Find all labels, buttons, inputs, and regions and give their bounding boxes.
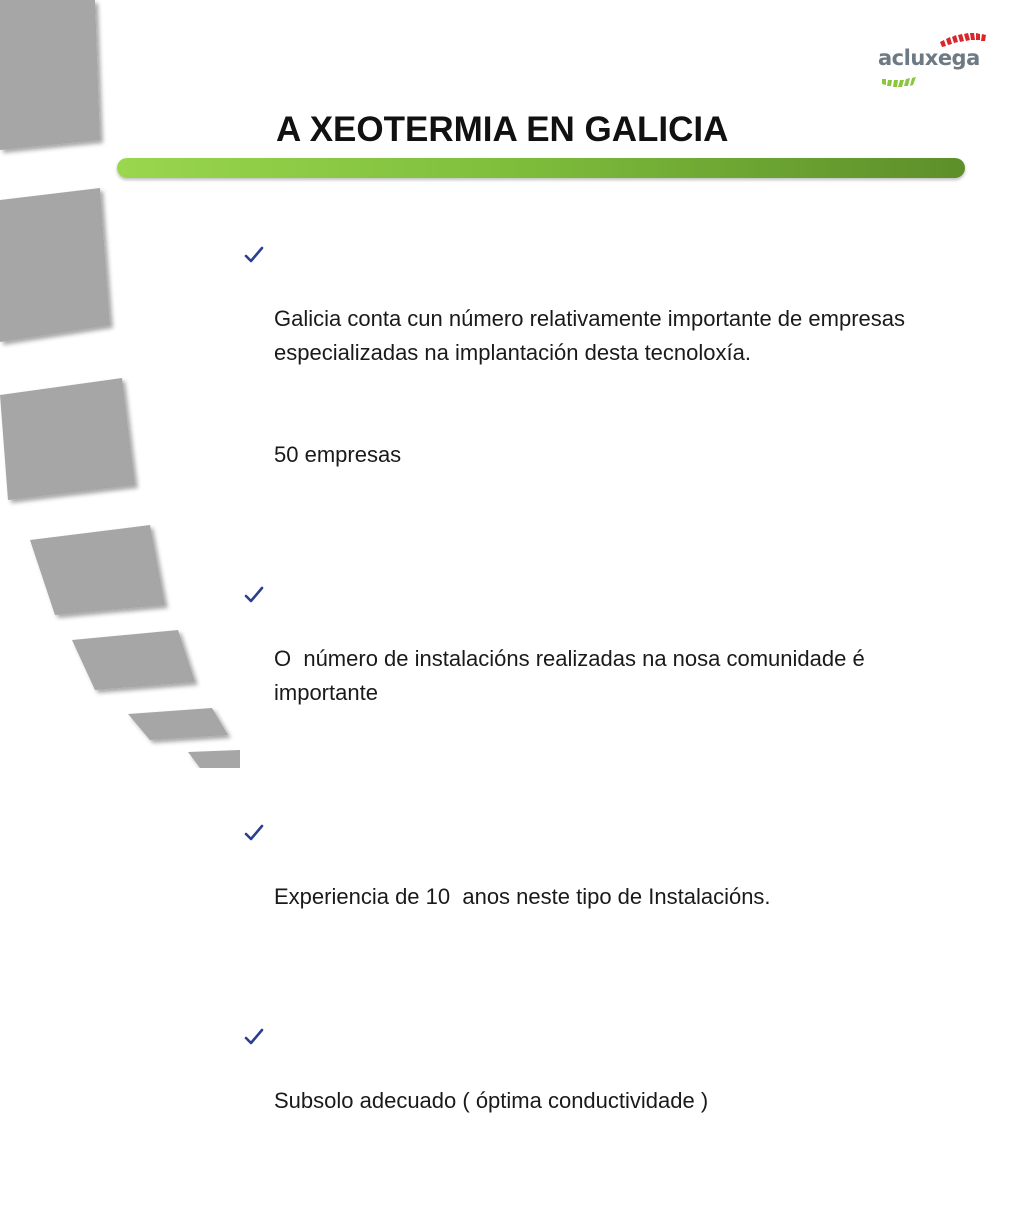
- checkmark-icon: [244, 812, 274, 852]
- bullet-item-1: [244, 234, 974, 540]
- decor-tile-4: [30, 525, 165, 615]
- bullet-text: [274, 574, 974, 778]
- decorative-film-strip: [0, 0, 240, 768]
- decor-tile-5: [72, 630, 195, 690]
- bullet-text: [274, 234, 974, 540]
- bullet-item-4: [244, 1016, 974, 1186]
- decor-tile-7: [188, 750, 240, 768]
- bullet-line: Galicia conta cun número relativamente importante de empresas especializadas na implantación desta tecnoloxía.: [274, 306, 912, 365]
- bullet-line: O número de instalacións realizadas na nosa comunidade é importante: [274, 646, 871, 705]
- decor-tile-2: [0, 188, 110, 342]
- bullet-list: [244, 234, 974, 1220]
- bullet-line: Experiencia de 10 anos neste tipo de Instalacións.: [274, 884, 771, 909]
- bullet-text: [274, 812, 974, 982]
- logo-wordmark: acluxega: [878, 46, 980, 70]
- decor-tile-1: [0, 0, 100, 150]
- bullet-item-2: [244, 574, 974, 778]
- checkmark-icon: [244, 1016, 274, 1056]
- slide-title: A XEOTERMIA EN GALICIA: [276, 110, 729, 149]
- checkmark-icon: [244, 234, 274, 274]
- decor-tile-3: [0, 378, 135, 500]
- acluxega-logo: [878, 32, 993, 92]
- bullet-text: [274, 1016, 974, 1186]
- checkmark-icon: [244, 574, 274, 614]
- decor-tile-6: [128, 708, 228, 740]
- bullet-item-3: [244, 812, 974, 982]
- bullet-line: 50 empresas: [274, 442, 402, 467]
- title-underline-bar: [117, 158, 965, 178]
- bullet-line: Subsolo adecuado ( óptima conductividade ): [274, 1088, 709, 1113]
